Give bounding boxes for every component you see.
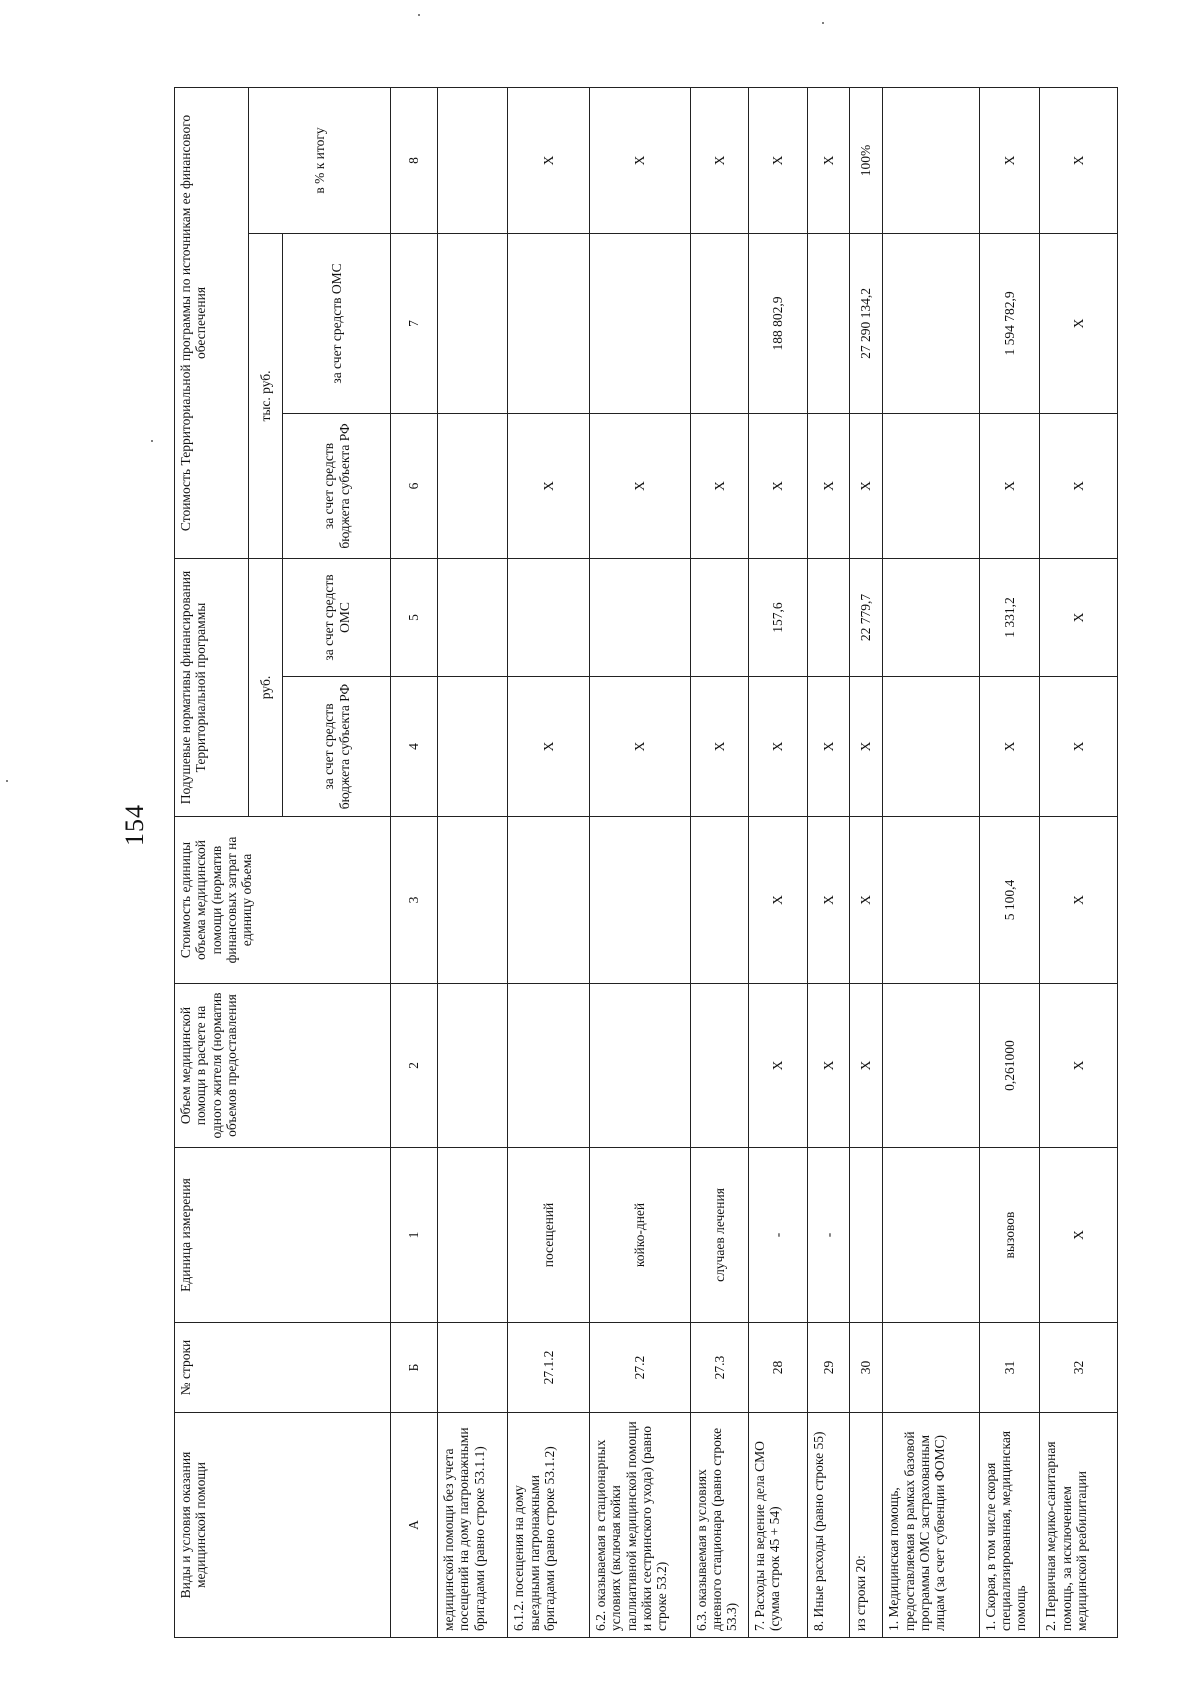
cell-unit-cost: X xyxy=(807,817,849,984)
scan-speck xyxy=(418,14,420,16)
cell-volume xyxy=(883,984,979,1148)
cell-pc-oms xyxy=(690,558,749,676)
cell-pc-budget: X xyxy=(807,677,849,817)
cell-percent: 100% xyxy=(849,87,883,233)
data-table xyxy=(174,87,1118,1638)
column-number: 1 xyxy=(391,1148,438,1323)
cell-unit-cost xyxy=(438,817,508,984)
cell-c-oms xyxy=(690,233,749,413)
header-cost-unit: тыс. руб. xyxy=(249,233,283,558)
cell-unit: койко-дней xyxy=(590,1148,691,1323)
page-number: 154 xyxy=(120,804,149,846)
row-label: из строки 20: xyxy=(849,1413,883,1638)
row-number xyxy=(438,1323,508,1413)
row-label: 6.3. оказываемая в условиях дневного стационара (равно строке 53.3) xyxy=(690,1413,749,1638)
cell-pc-budget: X xyxy=(590,677,691,817)
cell-unit: вызовов xyxy=(979,1148,1040,1323)
cell-c-oms: X xyxy=(1040,233,1118,413)
cell-c-oms xyxy=(438,233,508,413)
cell-pc-oms xyxy=(883,558,979,676)
cell-c-oms: 188 802,9 xyxy=(749,233,808,413)
cell-unit: случаев лечения xyxy=(690,1148,749,1323)
cell-pc-oms xyxy=(438,558,508,676)
header-per-capita-unit: руб. xyxy=(249,558,283,816)
cell-c-budget: X xyxy=(690,413,749,558)
cell-pc-oms: 157,6 xyxy=(749,558,808,676)
cell-unit: посещений xyxy=(508,1148,590,1323)
cell-volume: X xyxy=(807,984,849,1148)
column-number: 6 xyxy=(391,413,438,558)
cell-unit-cost xyxy=(508,817,590,984)
row-number: 27.2 xyxy=(590,1323,691,1413)
cell-percent: X xyxy=(508,87,590,233)
cell-c-budget xyxy=(883,413,979,558)
cell-c-budget: X xyxy=(508,413,590,558)
row-number: 30 xyxy=(849,1323,883,1413)
column-number: А xyxy=(391,1413,438,1638)
row-label: медицинской помощи без учета посещений на дому патронажными бригадами (равно строке 53.1.1) xyxy=(438,1413,508,1638)
header-row-no: № строки xyxy=(175,1323,391,1413)
cell-pc-budget: X xyxy=(508,677,590,817)
cell-percent xyxy=(438,87,508,233)
cell-percent: X xyxy=(690,87,749,233)
header-c-budget: за счет средств бюджета субъекта РФ xyxy=(283,413,391,558)
cell-c-oms xyxy=(508,233,590,413)
cell-c-budget: X xyxy=(849,413,883,558)
cell-unit: - xyxy=(749,1148,808,1323)
scan-speck xyxy=(6,780,8,782)
column-number: 4 xyxy=(391,677,438,817)
table-row xyxy=(749,87,808,1637)
cell-percent: X xyxy=(749,87,808,233)
row-number: 29 xyxy=(807,1323,849,1413)
table-row xyxy=(590,87,691,1637)
cell-volume: 0,261000 xyxy=(979,984,1040,1148)
cell-unit xyxy=(883,1148,979,1323)
header-percent: в % к итогу xyxy=(249,87,391,233)
cell-unit-cost: X xyxy=(749,817,808,984)
header-per-capita: Подушевые нормативы финансирования Территориальной программы xyxy=(175,558,249,816)
cell-volume: X xyxy=(749,984,808,1148)
column-number: 3 xyxy=(391,817,438,984)
row-label: 6.2. оказываемая в стационарных условиях (включая койки паллиативной медицинской помощи и койки сестринского ухода) (равно строке 53.2) xyxy=(590,1413,691,1638)
cell-c-budget xyxy=(438,413,508,558)
row-label: 1. Скорая, в том числе скорая специализированная, медицинская помощь xyxy=(979,1413,1040,1638)
cell-unit-cost xyxy=(690,817,749,984)
scan-speck xyxy=(822,22,824,24)
table-row xyxy=(979,87,1040,1637)
cell-volume xyxy=(690,984,749,1148)
header-row-1 xyxy=(175,87,249,1637)
column-number: Б xyxy=(391,1323,438,1413)
cell-pc-budget: X xyxy=(1040,677,1118,817)
cell-unit: X xyxy=(1040,1148,1118,1323)
cell-percent: X xyxy=(590,87,691,233)
cell-percent: X xyxy=(979,87,1040,233)
cell-pc-oms: X xyxy=(1040,558,1118,676)
table-row xyxy=(1040,87,1118,1637)
cell-unit-cost xyxy=(590,817,691,984)
row-label: 8. Иные расходы (равно строке 55) xyxy=(807,1413,849,1638)
row-number xyxy=(883,1323,979,1413)
cell-pc-budget: X xyxy=(979,677,1040,817)
cell-percent: X xyxy=(1040,87,1118,233)
cell-percent xyxy=(883,87,979,233)
cell-c-budget: X xyxy=(979,413,1040,558)
cell-percent: X xyxy=(807,87,849,233)
table-row xyxy=(807,87,849,1637)
cell-unit-cost: X xyxy=(849,817,883,984)
cell-volume: X xyxy=(849,984,883,1148)
cell-volume xyxy=(508,984,590,1148)
header-pc-budget: за счет средств бюджета субъекта РФ xyxy=(283,677,391,817)
cell-c-budget: X xyxy=(807,413,849,558)
cell-unit-cost: X xyxy=(1040,817,1118,984)
row-label: 6.1.2. посещения на дому выездными патронажными бригадами (равно строке 53.1.2) xyxy=(508,1413,590,1638)
cell-volume: X xyxy=(1040,984,1118,1148)
column-number: 8 xyxy=(391,87,438,233)
table-row xyxy=(690,87,749,1637)
header-unit: Единица измерения xyxy=(175,1148,391,1323)
table-row xyxy=(438,87,508,1637)
header-volume: Объем медицинской помощи в расчете на одного жителя (норматив объемов предоставления xyxy=(175,984,391,1148)
cell-unit-cost xyxy=(883,817,979,984)
cell-c-budget: X xyxy=(1040,413,1118,558)
column-number: 2 xyxy=(391,984,438,1148)
table-row xyxy=(849,87,883,1637)
cell-c-oms xyxy=(590,233,691,413)
cell-pc-budget: X xyxy=(849,677,883,817)
cell-pc-budget xyxy=(883,677,979,817)
row-number: 27.3 xyxy=(690,1323,749,1413)
row-label: 2. Первичная медико-санитарная помощь, за исключением медицинской реабилитации xyxy=(1040,1413,1118,1638)
scan-speck xyxy=(151,440,153,442)
cell-c-oms xyxy=(883,233,979,413)
cell-volume xyxy=(438,984,508,1148)
cell-c-oms: 1 594 782,9 xyxy=(979,233,1040,413)
cell-c-budget: X xyxy=(749,413,808,558)
cell-unit: - xyxy=(807,1148,849,1323)
header-type: Виды и условия оказания медицинской помощи xyxy=(175,1413,391,1638)
column-number-row xyxy=(391,87,438,1637)
column-number: 5 xyxy=(391,558,438,676)
cell-c-budget: X xyxy=(590,413,691,558)
header-unit-cost: Стоимость единицы объема медицинской помощи (норматив финансовых затрат на единицу объема xyxy=(175,817,391,984)
rotated-table-container xyxy=(174,88,1118,1638)
row-label: 7. Расходы на ведение дела СМО (сумма строк 45 + 54) xyxy=(749,1413,808,1638)
cell-unit xyxy=(438,1148,508,1323)
cell-c-oms xyxy=(807,233,849,413)
cell-pc-budget: X xyxy=(690,677,749,817)
row-label: 1. Медицинская помощь, предоставляемая в рамках базовой программы ОМС застрахованным лицам (за счет субвенции ФОМС) xyxy=(883,1413,979,1638)
cell-unit-cost: 5 100,4 xyxy=(979,817,1040,984)
cell-unit xyxy=(849,1148,883,1323)
cell-pc-oms xyxy=(807,558,849,676)
row-number: 27.1.2 xyxy=(508,1323,590,1413)
column-number: 7 xyxy=(391,233,438,413)
row-number: 28 xyxy=(749,1323,808,1413)
row-number: 32 xyxy=(1040,1323,1118,1413)
table-row xyxy=(883,87,979,1637)
row-number: 31 xyxy=(979,1323,1040,1413)
cell-c-oms: 27 290 134,2 xyxy=(849,233,883,413)
cell-volume xyxy=(590,984,691,1148)
header-cost: Стоимость Территориальной программы по источникам ее финансового обеспечения xyxy=(175,87,249,558)
header-c-oms: за счет средств ОМС xyxy=(283,233,391,413)
header-pc-oms: за счет средств ОМС xyxy=(283,558,391,676)
cell-pc-oms: 22 779,7 xyxy=(849,558,883,676)
cell-pc-budget: X xyxy=(749,677,808,817)
cell-pc-budget xyxy=(438,677,508,817)
cell-pc-oms xyxy=(590,558,691,676)
cell-pc-oms: 1 331,2 xyxy=(979,558,1040,676)
table-row xyxy=(508,87,590,1637)
cell-pc-oms xyxy=(508,558,590,676)
